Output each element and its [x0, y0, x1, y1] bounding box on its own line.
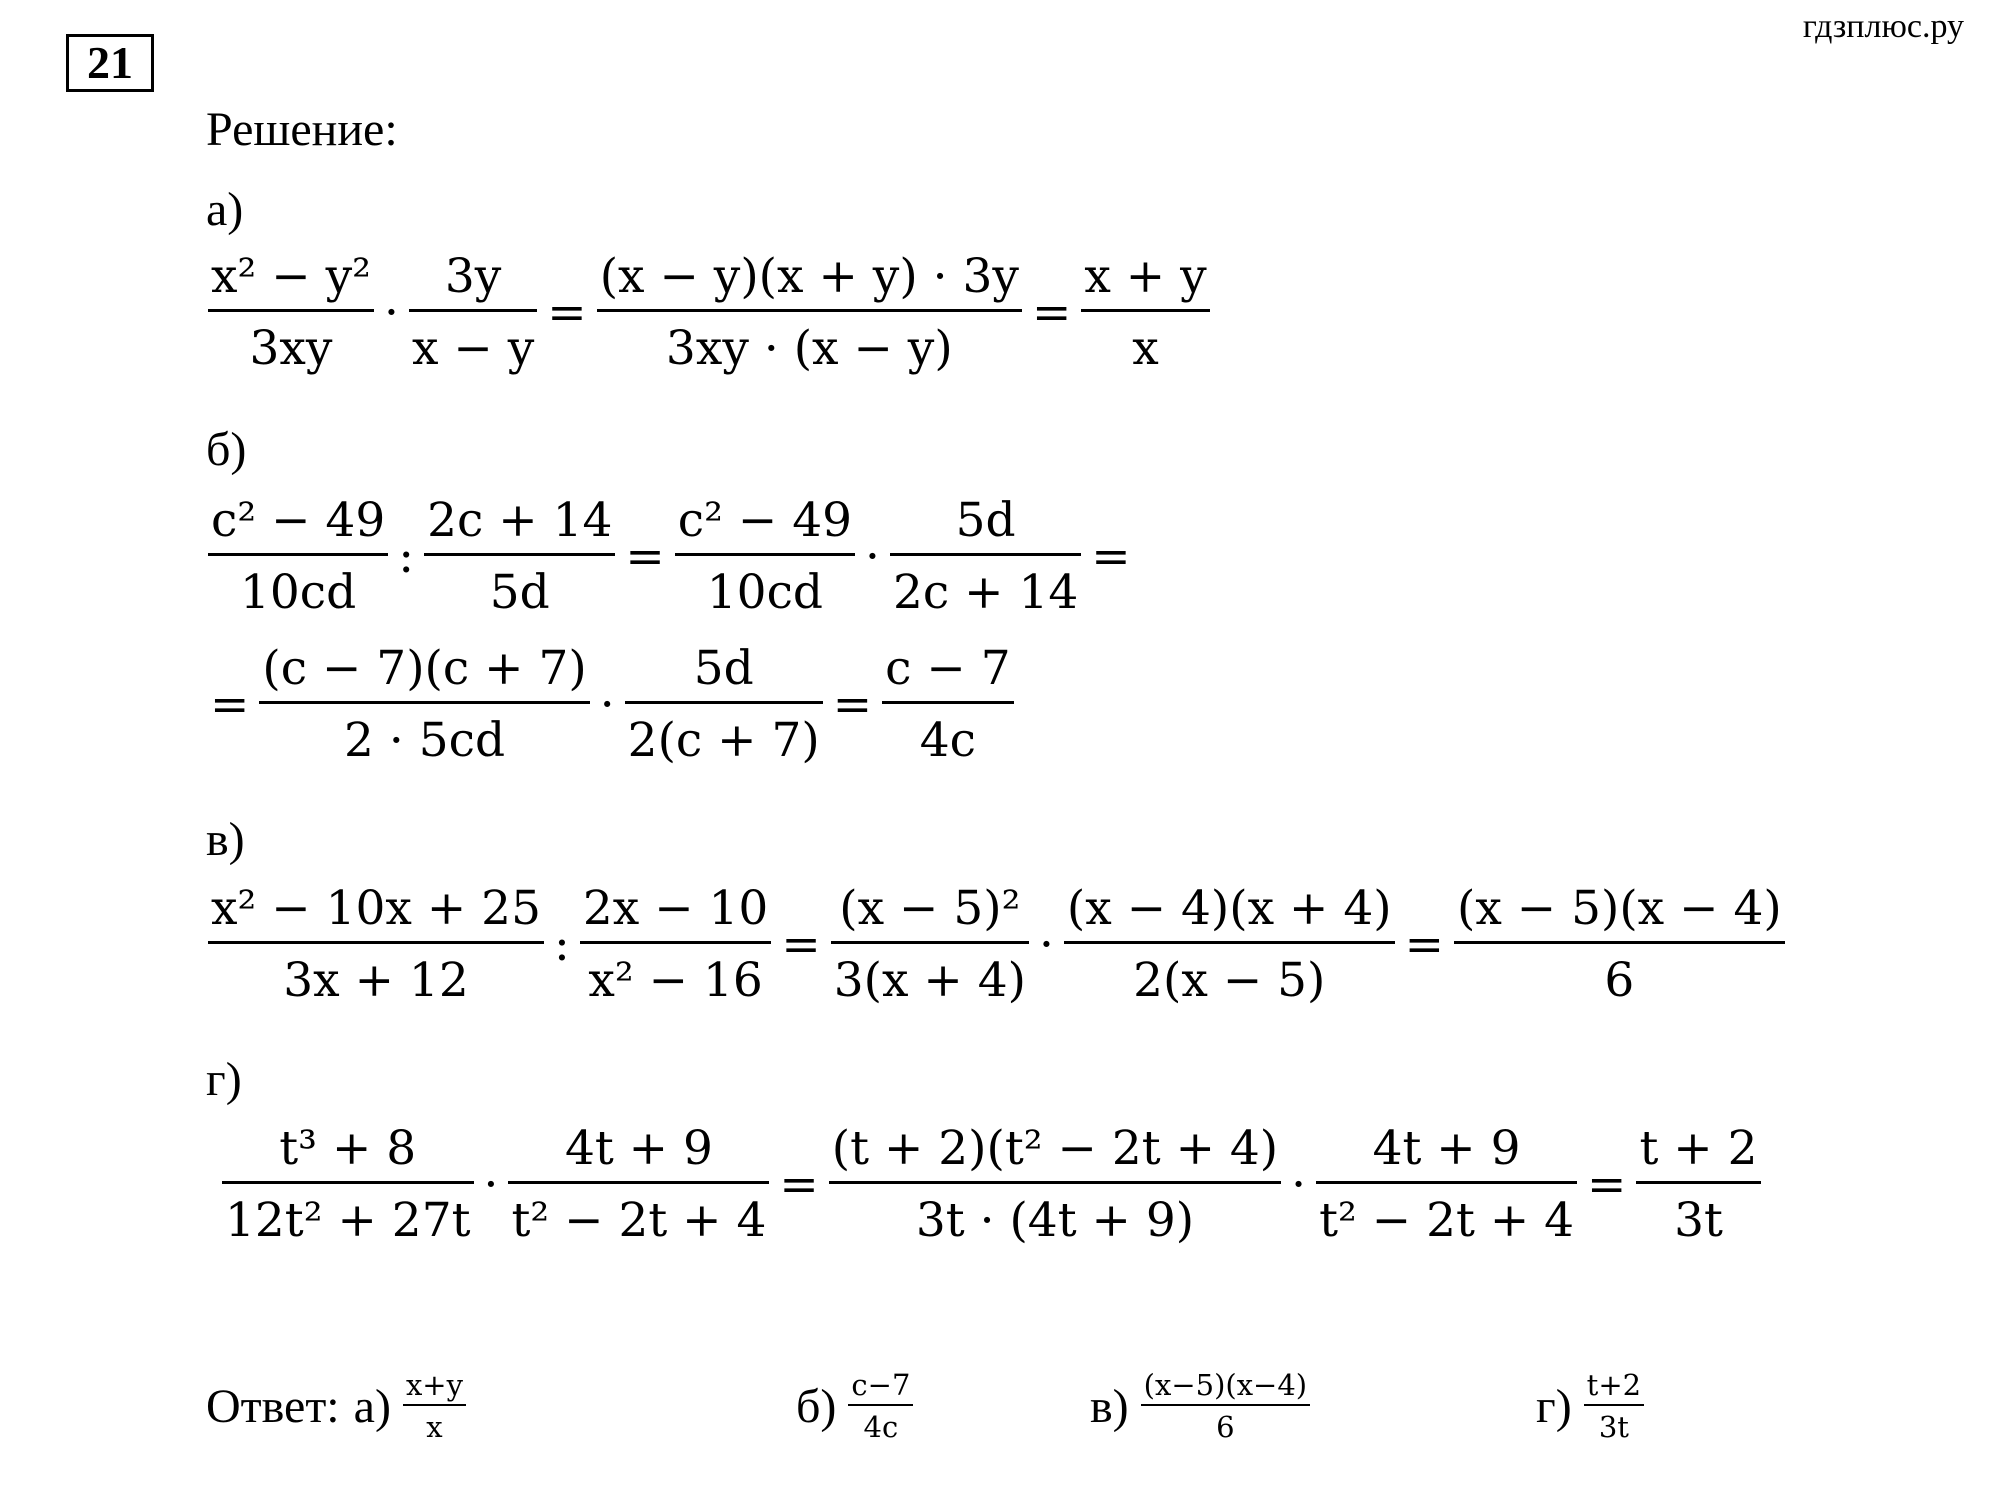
answer-b: б) $\frac{c-7}{4c}$ — [796, 1370, 917, 1443]
fraction: $\frac{(x - 5)(x - 4)}{6}$ — [1454, 884, 1785, 1006]
fraction: $\frac{\text{t³ + 8}}{\text{12t² + 27t}}$ — [222, 1124, 474, 1246]
fraction: $\frac{(x - y)(x + y) \cdot 3y}{3xy \cdot (x - y)}$ — [597, 252, 1022, 374]
fraction: $\frac{t + 2}{3t}$ — [1636, 1124, 1760, 1246]
part-v-label: в) — [206, 813, 245, 866]
fraction: $\frac{(x - 4)(x + 4)}{2(x - 5)}$ — [1064, 884, 1395, 1006]
part-g-label: г) — [206, 1053, 242, 1106]
answer-v: в) $\frac{(x-5)(x-4)}{6}$ — [1090, 1370, 1314, 1443]
fraction: $\frac{(c - 7)(c + 7)}{2 \cdot 5cd}$ — [259, 644, 589, 766]
fraction: $\frac{\text{c² − 49}}{10cd}$ — [675, 496, 855, 618]
part-b-label: б) — [206, 423, 247, 476]
site-watermark: гдзплюс.ру — [1802, 8, 1964, 45]
fraction: $\frac{\text{(t + 2)(t² − 2t + 4)}}{3t \cdot (4t + 9)}$ — [829, 1124, 1281, 1246]
fraction: $\frac{t+2}{3t}$ — [1584, 1370, 1644, 1443]
answer-label: Ответ: — [206, 1379, 340, 1433]
fraction: $\frac{4t + 9}{\text{t² − 2t + 4}}$ — [1316, 1124, 1577, 1246]
fraction: $\frac{c - 7}{4c}$ — [882, 644, 1014, 766]
answer-b-row — [796, 1370, 917, 1443]
answer-a: а) $\frac{x+y}{x}$ — [354, 1370, 470, 1443]
fraction: $\frac{\text{c² − 49}}{10cd}$ — [208, 496, 388, 618]
fraction: $\frac{\text{(x − 5)²}}{3(x + 4)}$ — [831, 884, 1029, 1006]
part-v-equation: $\frac{\text{x² − 10x + 25}}{3x + 12}$ : $\frac{2x - 10}{\text{x² − 16}}$ = $\frac{\text{(x − 5)²}}{3(x + 4)}$ · $\frac{(x - 4)(x + 4)}{2(x - 5)}$ = $\frac{(x - 5)(x - 4)}{6}$ — [204, 884, 1789, 1006]
fraction: $\frac{4t + 9}{\text{t² − 2t + 4}}$ — [508, 1124, 769, 1246]
fraction: $\frac{3y}{x - y}$ — [409, 252, 537, 374]
fraction: $\frac{c-7}{4c}$ — [848, 1370, 913, 1443]
answer-v-row — [1090, 1370, 1314, 1443]
answer-g-row — [1536, 1370, 1648, 1443]
fraction: $\frac{5d}{2(c + 7)}$ — [625, 644, 823, 766]
answer-row — [206, 1370, 470, 1443]
fraction: $\frac{2x - 10}{\text{x² − 16}}$ — [580, 884, 771, 1006]
fraction: $\frac{5d}{2c + 14}$ — [890, 496, 1081, 618]
part-a-equation: $\frac{\text{x² − y²}}{3xy}$ · $\frac{3y}{x - y}$ = $\frac{(x - y)(x + y) \cdot 3y}{3xy \cdot (x - y)}$ = $\frac{x + y}{x}$ — [204, 252, 1214, 374]
solution-heading: Решение: — [206, 103, 398, 156]
fraction: $\frac{2c + 14}{5d}$ — [424, 496, 615, 618]
part-b-equation-line1: $\frac{\text{c² − 49}}{10cd}$ : $\frac{2c + 14}{5d}$ = $\frac{\text{c² − 49}}{10cd}$ · $\frac{5d}{2c + 14}$ = — [204, 496, 1137, 618]
fraction: $\frac{(x-5)(x-4)}{6}$ — [1141, 1370, 1310, 1443]
part-a-label: а) — [206, 183, 244, 236]
fraction: $\frac{x + y}{x}$ — [1081, 252, 1209, 374]
part-b-equation-line2: = $\frac{(c - 7)(c + 7)}{2 \cdot 5cd}$ · $\frac{5d}{2(c + 7)}$ = $\frac{c - 7}{4c}$ — [204, 644, 1018, 766]
problem-number: 21 — [66, 34, 154, 92]
answer-g: г) $\frac{t+2}{3t}$ — [1536, 1370, 1648, 1443]
fraction: $\frac{\text{x² − 10x + 25}}{3x + 12}$ — [208, 884, 544, 1006]
fraction: $\frac{\text{x² − y²}}{3xy}$ — [208, 252, 374, 374]
fraction: $\frac{x+y}{x}$ — [403, 1370, 466, 1443]
part-g-equation: $\frac{\text{t³ + 8}}{\text{12t² + 27t}}$ · $\frac{4t + 9}{\text{t² − 2t + 4}}$ = $\frac{\text{(t + 2)(t² − 2t + 4)}}{3t \cdot (4t + 9)}$ · $\frac{4t + 9}{\text{t² − 2t + 4}}$ = $\frac{t + 2}{3t}$ — [218, 1124, 1765, 1246]
